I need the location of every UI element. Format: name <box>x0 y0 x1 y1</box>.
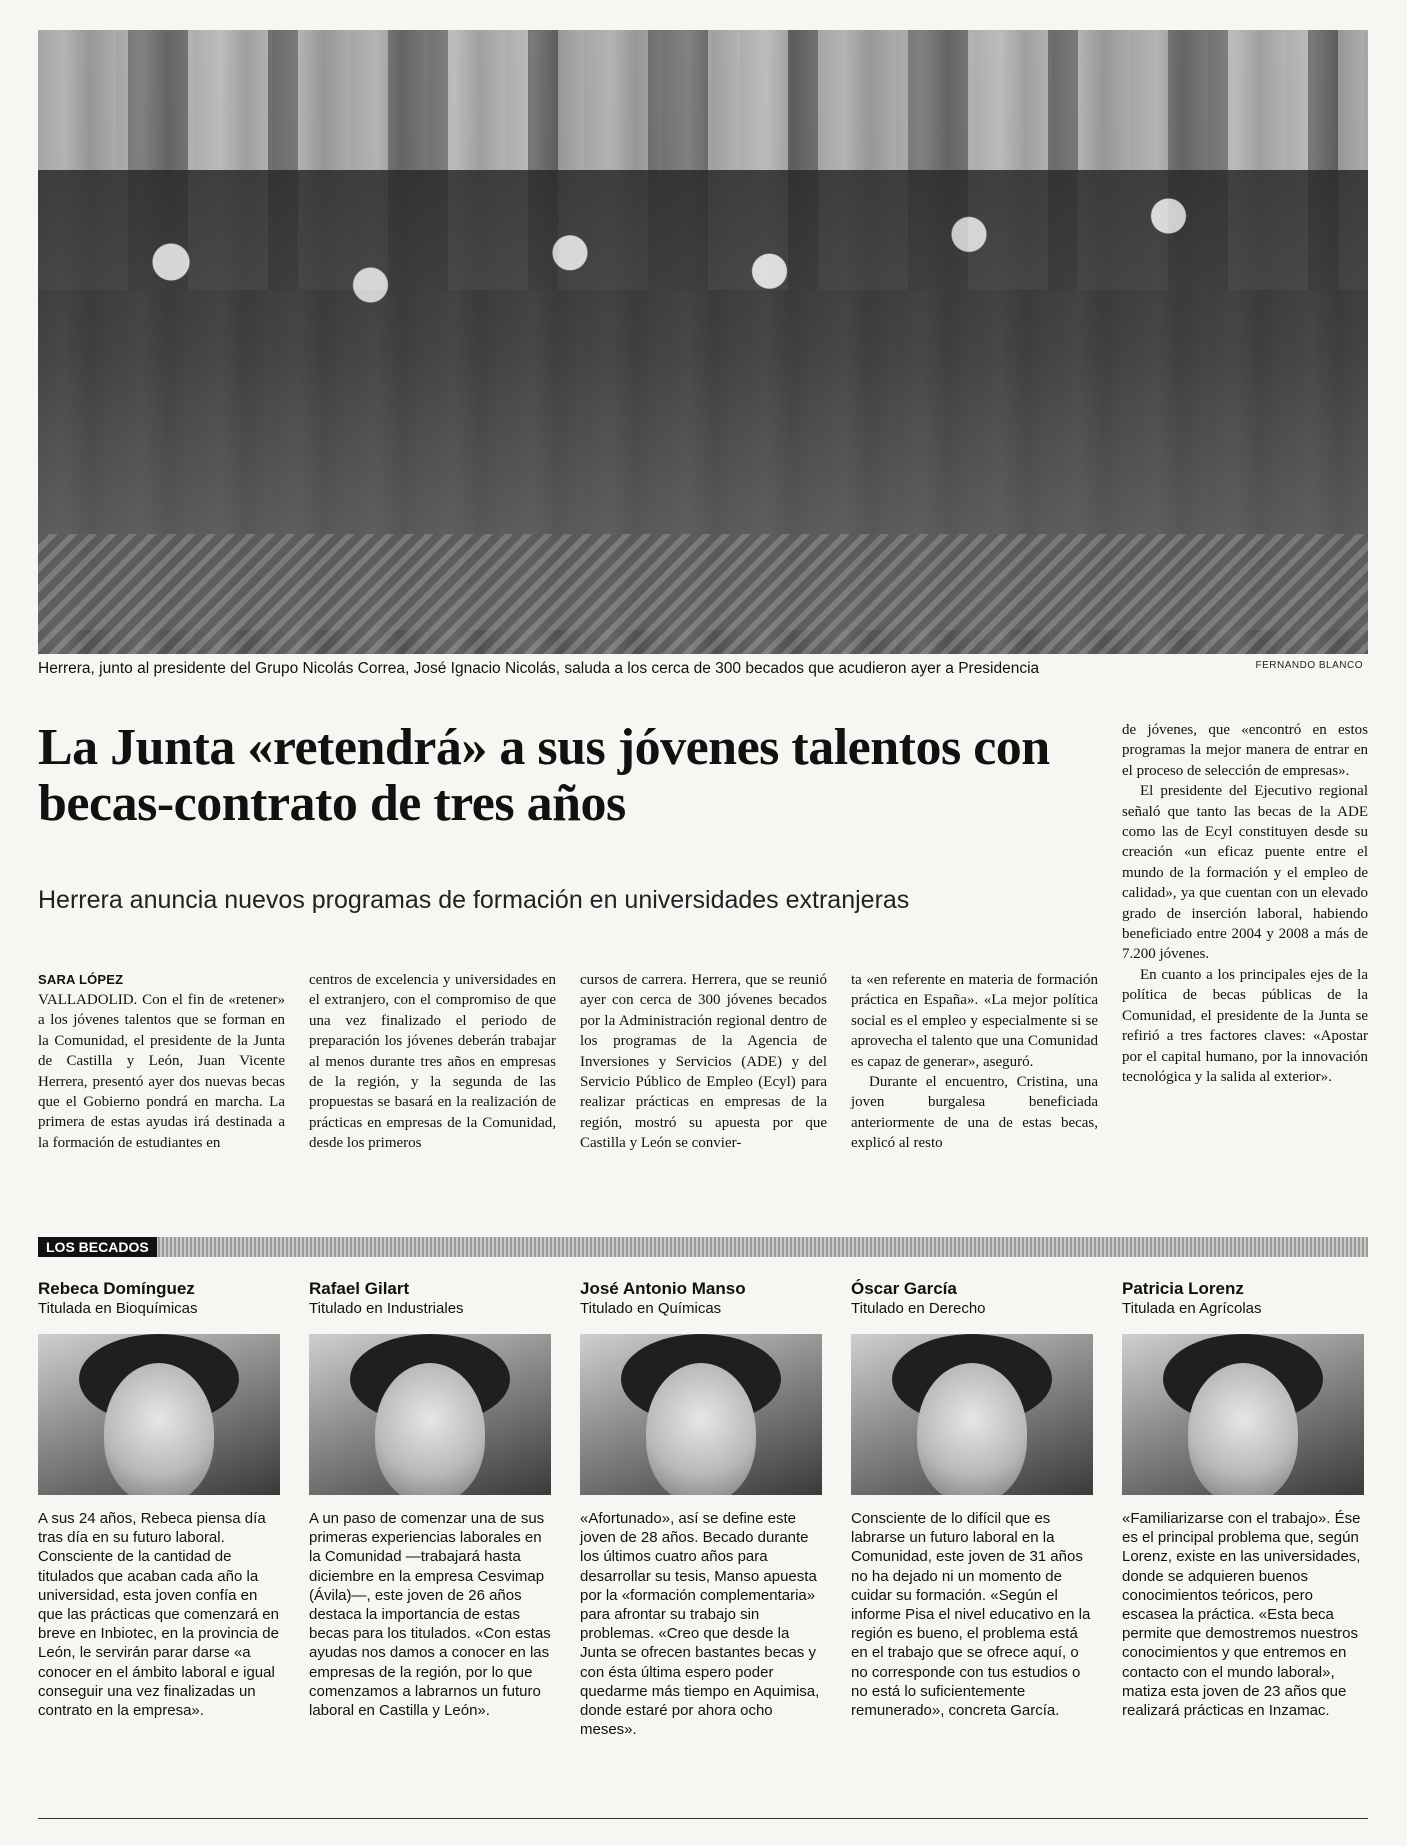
paragraph: VALLADOLID. Con el fin de «retener» a los jóvenes talentos que se forman en la Comunidad, el presidente de la Junta de Castilla y León, Juan Vicente Herrera, presentó ayer dos nuevas becas que el Gobierno pondrá en marcha. La primera de estas ayudas irá destinada a la formación de estudiantes en <box>38 992 285 1151</box>
paragraph: El presidente del Ejecutivo regional señaló que tanto las becas de la ADE como las de Ecyl constituyen desde su creación «un eficaz puente entre el mundo de la formación y el empleo de calidad», ya que cuentan con un elevado grado de inserción laboral, habiendo beneficiado entre 2004 y 2008 a más de 7.200 jóvenes. <box>1122 783 1368 963</box>
article-column-5 <box>1122 720 1368 1087</box>
profile-card <box>38 1279 286 1720</box>
profile-degree: Titulado en Derecho <box>851 1300 986 1317</box>
portrait-photo <box>38 1334 280 1495</box>
paragraph: centros de excelencia y universidades en el extranjero, con el compromiso de que una vez finalizado el periodo de preparación los jóvenes deberán trabajar al menos durante tres años en empresas de la región, y la segunda de las propuestas se basará en la realización de prácticas en empresas de la Comunidad, desde los primeros <box>309 972 556 1152</box>
article-byline: SARA LÓPEZ <box>38 972 124 987</box>
article-column-1 <box>38 990 285 1153</box>
paragraph: cursos de carrera. Herrera, que se reunió ayer con cerca de 300 jóvenes becados por la Administración regional dentro de los programas de la Agencia de Inversiones y Servicios (ADE) y del Servicio Público de Empleo (Ecyl) para realizar prácticas en empresas de la región, mostró su apuesta por que Castilla y León se convier- <box>580 972 827 1152</box>
profile-text: «Afortunado», así se define este joven de 28 años. Becado durante los últimos cuatro años para desarrollar su tesis, Manso apuesta por la «formación complementaria» para afrontar su trabajo sin problemas. «Creo que desde la Junta se ofrecen bastantes becas y con ésta última espero poder quedarme más tiempo en Aquimisa, donde estaré por ahora ocho meses». <box>580 1510 820 1739</box>
profile-card <box>309 1279 557 1720</box>
article-headline: La Junta «retendrá» a sus jóvenes talentos con becas-contrato de tres años <box>38 719 1050 832</box>
group-photo <box>38 30 1368 654</box>
cobblestone-ground <box>38 534 1368 654</box>
paragraph: ta «en referente en materia de formación práctica en España». «La mejor política social es el empleo y especialmente si se aprovecha el talento que una Comunidad es capaz de generar», aseguró. <box>851 972 1098 1070</box>
profile-degree: Titulado en Industriales <box>309 1300 464 1317</box>
profile-degree: Titulada en Agrícolas <box>1122 1300 1262 1317</box>
portrait-photo <box>1122 1334 1364 1495</box>
photo-credit: FERNANDO BLANCO <box>1255 660 1363 671</box>
profile-degree: Titulada en Bioquímicas <box>38 1300 198 1317</box>
section-label: LOS BECADOS <box>38 1237 157 1257</box>
profile-card <box>851 1279 1099 1720</box>
section-bar <box>38 1237 1368 1257</box>
profile-degree: Titulado en Químicas <box>580 1300 722 1317</box>
bottom-rule <box>38 1818 1368 1819</box>
paragraph: En cuanto a los principales ejes de la política de becas públicas de la Comunidad, el presidente de la Junta se refirió a tres factores claves: «Apostar por el capital humano, por la innovación tecnológica y la salida al exterior». <box>1122 966 1368 1085</box>
profile-name: Patricia Lorenz <box>1122 1279 1244 1298</box>
profile-name: Óscar García <box>851 1279 957 1298</box>
article-column-4 <box>851 970 1098 1154</box>
profile-name: José Antonio Manso <box>580 1279 746 1298</box>
profile-name: Rebeca Domínguez <box>38 1279 195 1298</box>
photo-caption: Herrera, junto al presidente del Grupo Nicolás Correa, José Ignacio Nicolás, saluda a los cerca de 300 becados que acudieron ayer a Presidencia <box>38 660 1040 677</box>
profile-card <box>1122 1279 1370 1720</box>
portrait-photo <box>851 1334 1093 1495</box>
article-subhead: Herrera anuncia nuevos programas de formación en universidades extranjeras <box>38 886 910 914</box>
article-column-2 <box>309 970 556 1154</box>
portrait-photo <box>580 1334 822 1495</box>
paragraph: Durante el encuentro, Cristina, una joven burgalesa beneficiada anteriormente de una de estas becas, explicó al resto <box>851 1074 1098 1152</box>
article-column-3 <box>580 970 827 1154</box>
paragraph: de jóvenes, que «encontró en estos programas la mejor manera de entrar en el proceso de selección de empresas». <box>1122 722 1368 779</box>
profile-name: Rafael Gilart <box>309 1279 410 1298</box>
profile-text: A sus 24 años, Rebeca piensa día tras día en su futuro laboral. Consciente de la cantidad de titulados que acaban cada año la universidad, esta joven confía en que las prácticas que comenzará en breve en Inbiotec, en la provincia de León, le servirán parar darse «a conocer en el ámbito laboral e igual conseguir una vez finalizadas un contrato en la empresa». <box>38 1510 279 1720</box>
profile-text: Consciente de lo difícil que es labrarse un futuro laboral en la Comunidad, este joven de 31 años no ha dejado ni un momento de cuidar su formación. «Según el informe Pisa el nivel educativo en la región es bueno, el problema está en el trabajo que se ofrece aquí, o no corresponde con tus estudios o no está lo suficientemente remunerado», concreta García. <box>851 1510 1091 1720</box>
portrait-photo <box>309 1334 551 1495</box>
profile-text: «Familiarizarse con el trabajo». Ése es el principal problema que, según Lorenz, existe en las universidades, donde se adquieren buenos conocimientos teóricos, pero escasea la práctica. «Esta beca permite que demostremos nuestros conocimientos y que entremos en contacto con el mundo laboral», matiza esta joven de 23 años que realizará prácticas en Inzamac. <box>1122 1510 1361 1720</box>
profile-card <box>580 1279 828 1739</box>
profile-text: A un paso de comenzar una de sus primeras experiencias laborales en la Comunidad —trabajará hasta diciembre en la empresa Cesvimap (Ávila)—, este joven de 26 años destaca la importancia de estas becas para los titulados. «Con estas ayudas nos damos a conocer en las empresas de la región, por lo que comenzamos a labrarnos un futuro laboral en Castilla y León». <box>309 1510 551 1720</box>
